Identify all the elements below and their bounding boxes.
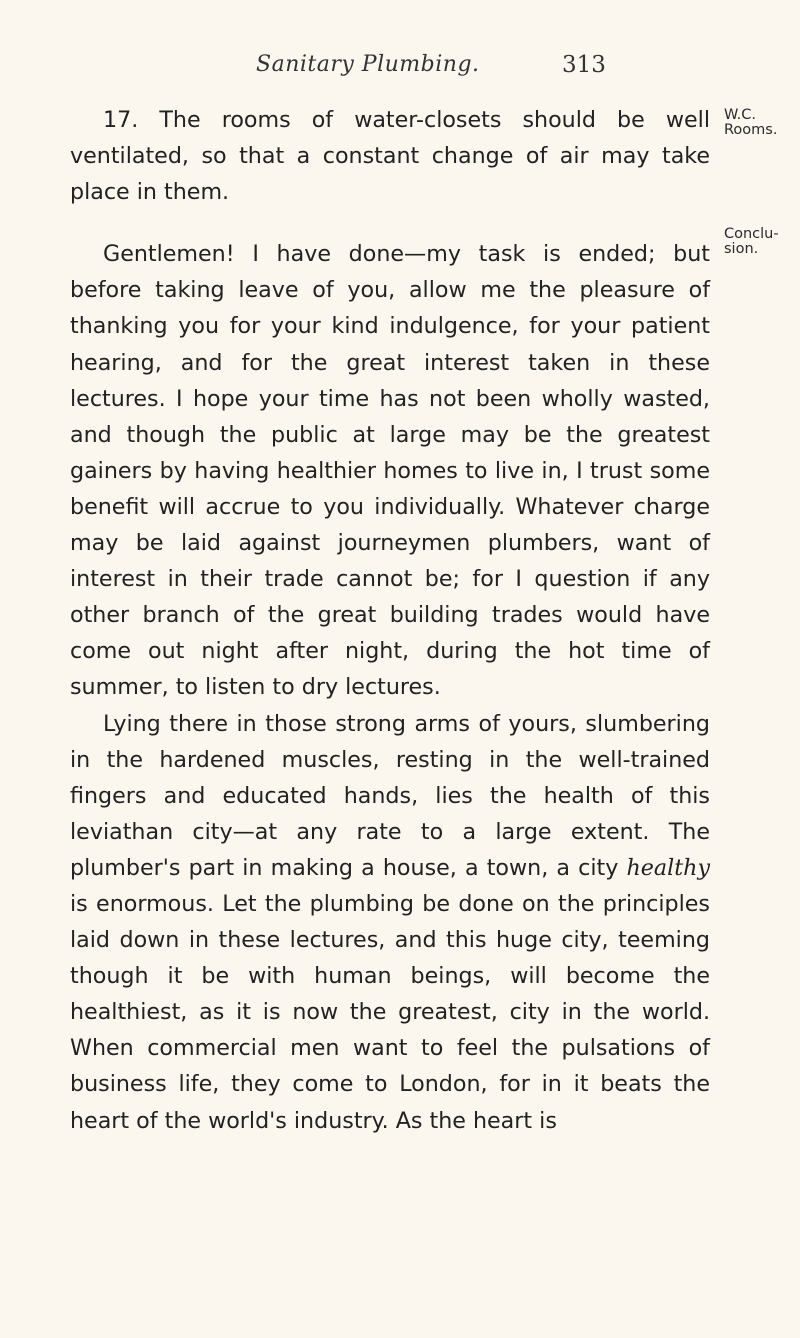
paragraph-text: is enormous. Let the plumbing be done on the principles laid down in these lectures, and this huge city, teeming though it be with human beings, will become the healthiest, as it is now the greatest, city in the world. When commercial men want to feel the pulsations of business life, they come to London, for in it beats the heart of the world's industry. As the heart is <box>70 890 710 1134</box>
margin-note-line: sion. <box>724 241 759 257</box>
emphasis-healthy: healthy <box>626 854 710 881</box>
page-number: 313 <box>562 52 606 78</box>
running-title: Sanitary Plumbing. <box>256 52 480 77</box>
body-text <box>70 102 710 1139</box>
margin-note-wc-rooms <box>724 108 777 138</box>
margin-note-conclusion <box>724 227 779 257</box>
margin-note-line: Conclu- <box>724 226 779 242</box>
paragraph-gentlemen: Gentlemen! I have done—my task is ended; but before taking leave of you, allow me the pleasure of thanking you for your kind indulgence, for your patient hearing, and for the great interest taken in these lectures. I hope your time has not been wholly wasted, and though the public at large may be the greatest gainers by having healthier homes to live in, I trust some benefit will accrue to you individually. Whatever charge may be laid against journeymen plumbers, want of interest in their trade cannot be; for I question if any other branch of the great building trades would have come out night after night, during the hot time of summer, to listen to dry lectures. <box>70 241 710 701</box>
margin-note-line: W.C. <box>724 107 757 123</box>
paragraph-lying-there <box>70 706 710 1139</box>
paragraph-ventilation: 17. The rooms of water-closets should be well ventilated, so that a constant change of air may take place in them. <box>70 107 710 206</box>
margin-note-line: Rooms. <box>724 122 778 138</box>
paragraph-text: Lying there in those strong arms of yours, slumbering in the hardened muscles, resting in the well-trained fingers and educated hands, lies the health of this leviathan city—at any rate to a large extent. The plumber's part in making a house, a town, a city <box>70 710 710 881</box>
